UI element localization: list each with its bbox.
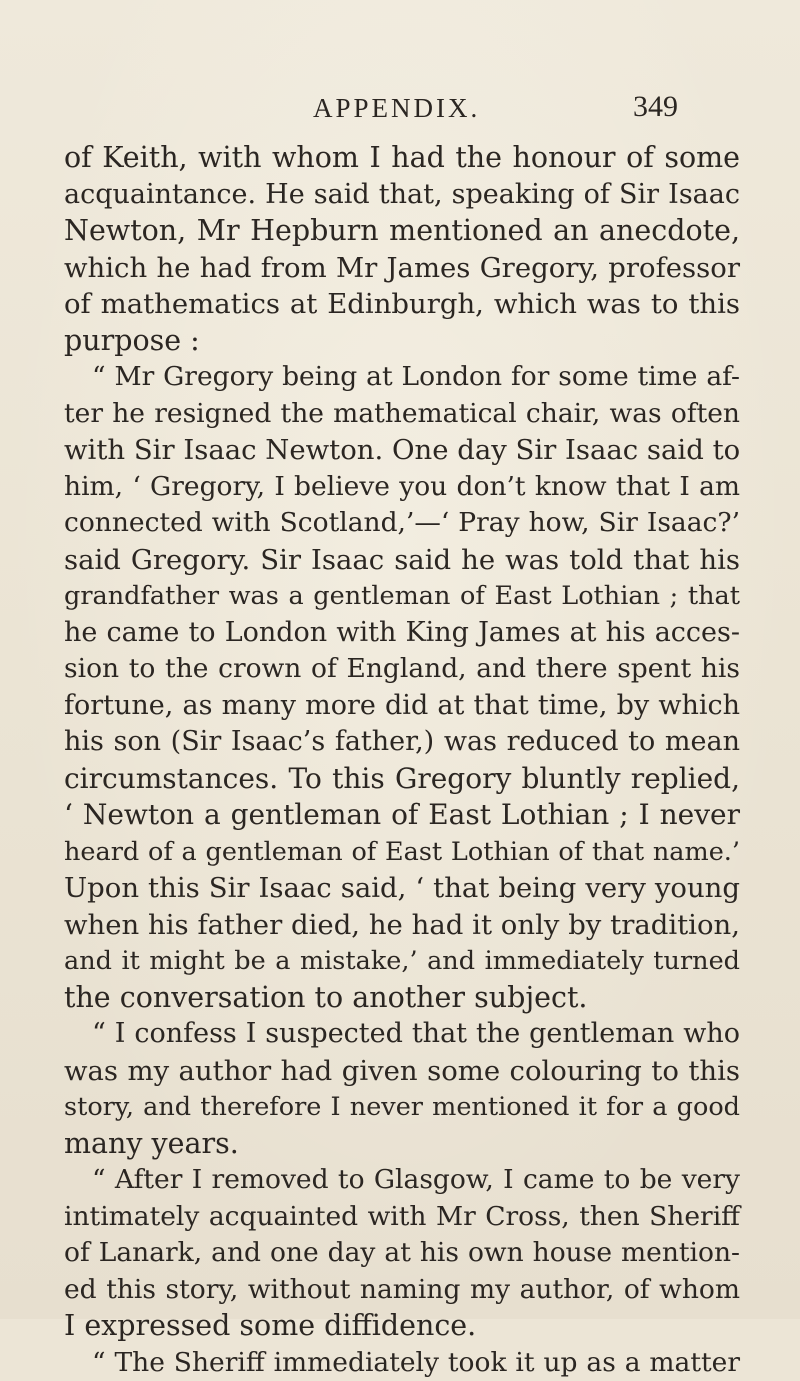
text-line: when his father died, he had it only by tradition,	[64, 907, 740, 944]
text-line: his son (Sir Isaac’s father,) was reduced to mean	[64, 724, 740, 761]
text-line: acquaintance. He said that, speaking of Sir Isaac	[64, 177, 740, 214]
text-line: and it might be a mistake,’ and immediately turned	[64, 943, 740, 980]
text-line: heard of a gentleman of East Lothian of that name.’	[64, 834, 740, 871]
text-line: “ Mr Gregory being at London for some time af-	[64, 359, 740, 396]
running-title: APPENDIX.	[313, 92, 480, 124]
text-line: which he had from Mr James Gregory, professor	[64, 250, 740, 287]
text-line: said Gregory. Sir Isaac said he was told that his	[64, 542, 740, 579]
text-line: of Keith, with whom I had the honour of some	[64, 140, 740, 177]
text-line: I expressed some diffidence.	[64, 1308, 740, 1345]
text-line: many years.	[64, 1126, 740, 1163]
text-line: circumstances. To this Gregory bluntly replied,	[64, 761, 740, 798]
text-line: ‘ Newton a gentleman of East Lothian ; I never	[64, 797, 740, 834]
text-line: “ I confess I suspected that the gentleman who	[64, 1016, 740, 1053]
text-line: story, and therefore I never mentioned it for a good	[64, 1089, 740, 1126]
text-line: fortune, as many more did at that time, by which	[64, 688, 740, 725]
text-line: intimately acquainted with Mr Cross, then Sheriff	[64, 1199, 740, 1236]
text-line: purpose :	[64, 323, 740, 360]
page-number: 349	[633, 90, 678, 124]
text-line: the conversation to another subject.	[64, 980, 740, 1017]
text-line: ter he resigned the mathematical chair, was often	[64, 396, 740, 433]
text-line: connected with Scotland,’—‘ Pray how, Sir Isaac?’	[64, 505, 740, 542]
text-line: Newton, Mr Hepburn mentioned an anecdote,	[64, 213, 740, 250]
running-head	[0, 92, 800, 132]
text-line: he came to London with King James at his acces-	[64, 615, 740, 652]
body-text	[64, 140, 740, 1381]
text-line: “ After I removed to Glasgow, I came to be very	[64, 1162, 740, 1199]
text-line: Upon this Sir Isaac said, ‘ that being very young	[64, 870, 740, 907]
text-line: grandfather was a gentleman of East Lothian ; that	[64, 578, 740, 615]
text-line: was my author had given some colouring to this	[64, 1053, 740, 1090]
text-line: sion to the crown of England, and there spent his	[64, 651, 740, 688]
text-line: of mathematics at Edinburgh, which was to this	[64, 286, 740, 323]
text-line: with Sir Isaac Newton. One day Sir Isaac said to	[64, 432, 740, 469]
text-line: him, ‘ Gregory, I believe you don’t know that I am	[64, 469, 740, 506]
text-line: of Lanark, and one day at his own house mention-	[64, 1235, 740, 1272]
text-line: ed this story, without naming my author, of whom	[64, 1272, 740, 1309]
text-line: “ The Sheriff immediately took it up as a matter	[64, 1345, 740, 1381]
